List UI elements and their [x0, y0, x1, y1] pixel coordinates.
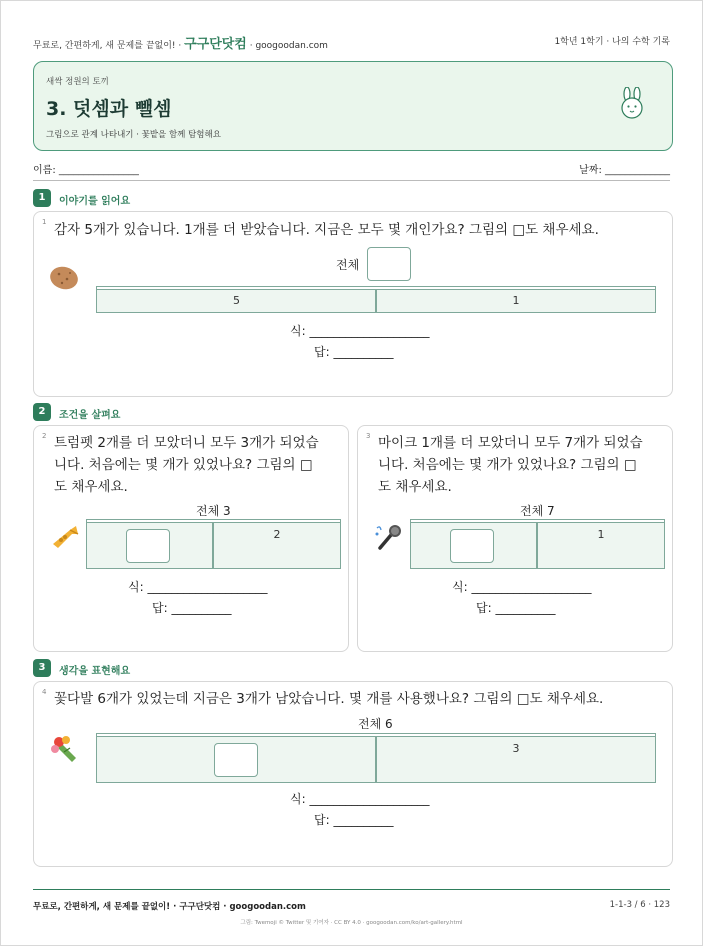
whole-answer-box[interactable] [367, 247, 411, 281]
problem-number: 2 [42, 432, 47, 440]
page-code: 1-1-3 / 6 · 123 [609, 900, 670, 910]
microphone-icon [374, 522, 404, 550]
answer-line[interactable]: 답: __________ [314, 345, 394, 359]
text-line: 도 채우세요. [378, 479, 452, 495]
part-answer-box[interactable] [450, 529, 494, 563]
problem-card-2 [33, 425, 349, 652]
bar-model [410, 522, 665, 569]
bar-part-2: 2 [273, 528, 281, 541]
whole-label: 전체 6 [358, 717, 393, 731]
text-line: 트럼펫 2개를 더 모았더니 모두 3개가 되었습 [54, 435, 319, 451]
problem-card-4 [33, 681, 673, 867]
part-answer-box[interactable] [214, 743, 258, 777]
answer-line[interactable]: 답: __________ [476, 601, 556, 615]
page-title: 3. 덧셈과 뺄셈 [46, 98, 172, 120]
formula-line[interactable]: 식: ____________________ [290, 324, 430, 338]
section-label: 이야기를 읽어요 [59, 196, 131, 207]
grade-meta: 1학년 1학기 · 나의 수학 기록 [554, 37, 670, 47]
section-label: 생각을 표현해요 [59, 666, 131, 677]
bar-model [96, 289, 656, 313]
whole-label: 전체 [336, 258, 360, 272]
text-line: 니다. 처음에는 몇 개가 있었나요? 그림의 □ [378, 457, 637, 473]
name-field[interactable]: 이름: ________________ [33, 165, 139, 176]
trumpet-icon [50, 522, 80, 550]
art-credit: 그림: Twemoji © Twitter 및 기여자 · CC BY 4.0 · googoodan.com/ko/art-gallery.html [240, 920, 463, 926]
answer-line[interactable]: 답: __________ [152, 601, 232, 615]
problem-number: 4 [42, 688, 47, 696]
problem-text [378, 432, 668, 498]
whole-label: 전체 3 [196, 504, 231, 518]
problem-text: 감자 5개가 있습니다. 1개를 더 받았습니다. 지금은 모두 몇 개인가요? 그림의 □도 채우세요. [54, 222, 599, 238]
date-field[interactable]: 날짜: _____________ [579, 165, 670, 176]
brand-name: 구구단닷컴 [184, 37, 247, 52]
problem-number: 1 [42, 218, 47, 226]
page-footer [33, 889, 670, 919]
problem-card-3 [357, 425, 673, 652]
slogan: 무료로, 간편하게, 새 문제를 끝없이! · [33, 41, 185, 51]
footer-slogan: 무료로, 간편하게, 새 문제를 끝없이! · 구구단닷컴 · googoodan.com [33, 902, 306, 912]
banner-subtitle: 그림으로 관계 나타내기 · 꽃밭을 함께 탐험해요 [46, 130, 221, 140]
section-number: 1 [33, 189, 51, 207]
bar-part-2: 3 [512, 742, 520, 755]
rabbit-face-icon [618, 87, 646, 119]
bar-part-2: 1 [597, 528, 605, 541]
top-bar [33, 31, 670, 51]
section-label: 조건을 살펴요 [59, 410, 121, 421]
bar-part-1: 5 [233, 294, 240, 307]
problem-text: 꽃다발 6개가 있었는데 지금은 3개가 남았습니다. 몇 개를 사용했나요? 그림의 □도 채우세요. [54, 691, 604, 707]
bar-model [96, 736, 656, 783]
bar-model [86, 522, 341, 569]
top-left [33, 33, 328, 52]
whole-label: 전체 7 [520, 504, 555, 518]
bar-part-2: 1 [512, 294, 520, 307]
bouquet-icon [50, 734, 80, 764]
part-answer-box[interactable] [126, 529, 170, 563]
text-line: 마이크 1개를 더 모았더니 모두 7개가 되었습 [378, 435, 643, 451]
text-line: 니다. 처음에는 몇 개가 있었나요? 그림의 □ [54, 457, 313, 473]
formula-line[interactable]: 식: ____________________ [290, 792, 430, 806]
problem-card-1 [33, 211, 673, 397]
problem-text [54, 432, 344, 498]
name-date-row [33, 161, 670, 181]
title-banner [33, 61, 673, 151]
text-line: 도 채우세요. [54, 479, 128, 495]
banner-kicker: 새싹 정원의 토끼 [46, 77, 109, 87]
answer-line[interactable]: 답: __________ [314, 813, 394, 827]
section-number: 2 [33, 403, 51, 421]
potato-icon [48, 264, 80, 292]
problem-number: 3 [366, 432, 371, 440]
formula-line[interactable]: 식: ____________________ [128, 580, 268, 594]
section-number: 3 [33, 659, 51, 677]
formula-line[interactable]: 식: ____________________ [452, 580, 592, 594]
brand-domain: · googoodan.com [246, 41, 328, 51]
